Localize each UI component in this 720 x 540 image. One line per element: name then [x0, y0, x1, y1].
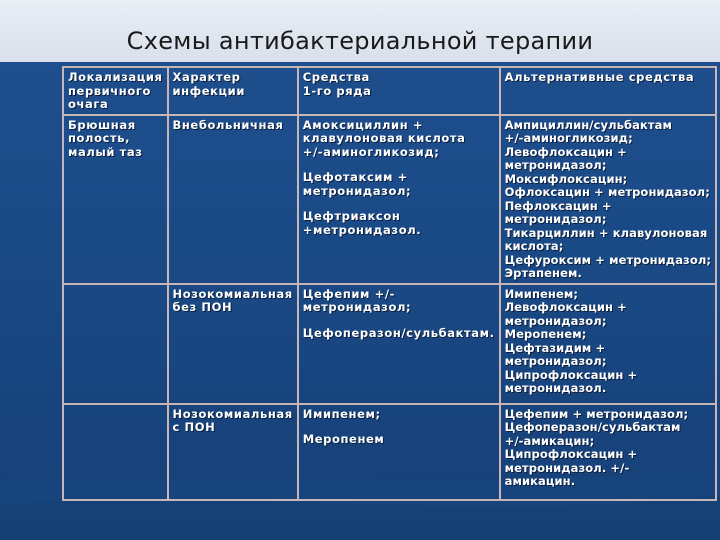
cell-line: Цефотаксим + — [302, 170, 408, 184]
cell-line: Цефтазидим + — [504, 340, 606, 355]
alternatives-cell — [500, 404, 716, 500]
group-gap — [303, 315, 495, 327]
first-line-cell — [298, 115, 500, 284]
cell-line: метронидазол; — [302, 300, 412, 314]
cell-line: Эртапенем. — [504, 266, 582, 280]
cell-line: Локализация — [68, 70, 163, 84]
header-cell — [168, 67, 298, 115]
cell-line: Внебольничная — [172, 117, 284, 132]
cell-line: без ПОН — [172, 300, 233, 314]
cell-line: метронидазол; — [302, 183, 412, 198]
cell-line: Средства — [302, 70, 370, 84]
character-cell — [168, 284, 298, 404]
cell-line: Ампициллин/сульбактам — [504, 117, 673, 132]
cell-line: кислота; — [504, 239, 564, 253]
cell-line: Цефтриаксон — [302, 209, 401, 223]
cell-line: метронидазол; — [504, 158, 607, 172]
cell-line: метронидазол. — [504, 381, 607, 395]
cell-line: Ципрофлоксацин + — [504, 367, 638, 382]
therapy-table — [62, 66, 717, 501]
cell-line: клавулоновая кислота — [302, 131, 466, 145]
cell-line: метронидазол; — [504, 313, 607, 328]
cell-line: инфекции — [172, 83, 245, 98]
cell-line: +/-амикацин; — [504, 433, 595, 448]
character-cell — [168, 115, 298, 284]
cell-line: Цефепим + метронидазол; — [504, 406, 689, 421]
alternatives-cell — [500, 284, 716, 404]
cell-line: метронидазол; — [504, 354, 607, 368]
table-row — [63, 404, 716, 500]
header-row — [63, 67, 716, 115]
cell-line: очага — [68, 97, 109, 111]
cell-line: Меропенем — [302, 432, 385, 446]
cell-line: Меропенем; — [504, 327, 587, 341]
cell-line: метронидазол. +/- — [504, 460, 630, 475]
header-cell — [63, 67, 168, 115]
cell-line: Левофлоксацин + — [504, 300, 627, 314]
cell-line: полость, — [68, 131, 131, 145]
slide-title: Схемы антибактериальной терапии — [126, 27, 594, 55]
location-cell — [63, 284, 168, 404]
cell-line: Характер — [172, 70, 241, 84]
location-cell — [63, 404, 168, 500]
cell-line: Имипенем; — [302, 406, 381, 421]
cell-line: +/-аминогликозид; — [302, 144, 440, 159]
header-cell — [298, 67, 500, 115]
table-row — [63, 115, 716, 284]
cell-line: +метронидазол. — [302, 222, 422, 237]
cell-line: +/-аминогликозид; — [504, 131, 633, 145]
cell-line: метронидазол; — [504, 212, 607, 226]
alternatives-cell — [500, 115, 716, 284]
table-body — [63, 67, 716, 500]
cell-line: Цефепим +/- — [302, 286, 396, 301]
first-line-cell — [298, 404, 500, 500]
cell-line: Офлоксацин + метронидазол; — [504, 185, 710, 199]
cell-line: Нозокомиальная — [172, 286, 293, 301]
cell-line: Амоксициллин + — [302, 117, 424, 132]
cell-line: Альтернативные средства — [504, 70, 695, 84]
cell-line: 1-го ряда — [302, 83, 372, 98]
character-cell — [168, 404, 298, 500]
first-line-cell — [298, 284, 500, 404]
cell-line: Цефуроксим + метронидазол; — [504, 252, 712, 267]
cell-line: Ципрофлоксацин + — [504, 447, 638, 461]
cell-line: Брюшная — [68, 117, 136, 132]
cell-line: Левофлоксацин + — [504, 144, 627, 159]
cell-line: Цефоперазон/сульбактам. — [302, 325, 495, 340]
cell-line: малый таз — [68, 144, 143, 159]
table-row — [63, 284, 716, 404]
cell-line: Пефлоксацин + — [504, 198, 612, 213]
cell-line: Имипенем; — [504, 286, 579, 301]
cell-line: Цефоперазон/сульбактам — [504, 420, 681, 434]
location-cell — [63, 115, 168, 284]
cell-line: амикацин. — [504, 474, 576, 488]
cell-line: Моксифлоксацин; — [504, 171, 628, 186]
header-cell — [500, 67, 716, 115]
cell-line: с ПОН — [172, 420, 216, 434]
cell-line: Тикарциллин + клавулоновая — [504, 225, 708, 240]
cell-line: Нозокомиальная — [172, 406, 293, 421]
cell-line: первичного — [68, 83, 151, 98]
